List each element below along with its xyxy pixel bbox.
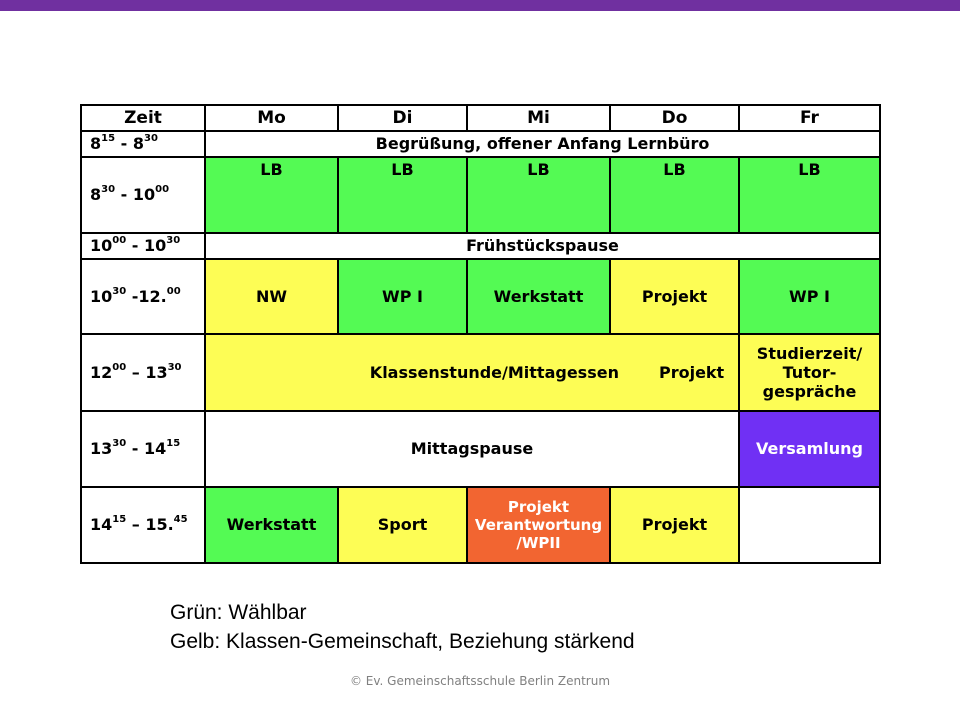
- lb-cell-di: LB: [338, 157, 467, 233]
- lb-cell-mi: LB: [467, 157, 610, 233]
- row-lunch-break: [81, 411, 880, 487]
- row-breakfast: [81, 233, 880, 259]
- class-lunch-cell: [205, 334, 739, 411]
- header-fr: Fr: [739, 105, 880, 131]
- greeting-cell: Begrüßung, offener Anfang Lernbüro: [205, 131, 880, 157]
- cell-do: Projekt: [610, 259, 739, 334]
- row-late-morning: [81, 259, 880, 334]
- cell-mi: Werkstatt: [467, 259, 610, 334]
- row-afternoon: [81, 487, 880, 563]
- cell-mo: Werkstatt: [205, 487, 338, 563]
- cell-mo: NW: [205, 259, 338, 334]
- header-zeit: Zeit: [81, 105, 205, 131]
- cell-fr: [739, 487, 880, 563]
- time-cell: $13^{30} - 14^{15}$: [81, 411, 205, 487]
- time-cell: $8^{30} - 10^{00}$: [81, 157, 205, 233]
- breakfast-cell: Frühstückspause: [205, 233, 880, 259]
- time-cell: $14^{15} - 15.45$: [81, 487, 205, 563]
- time-cell: $8^{15} - 8^{30}$: [81, 131, 205, 157]
- time-cell: $10^{00} - 10^{30}$: [81, 233, 205, 259]
- time-cell: $12^{00} - 13^{30}$: [81, 334, 205, 411]
- top-accent-bar: [0, 0, 960, 11]
- cell-do: Projekt: [610, 487, 739, 563]
- lb-cell-do: LB: [610, 157, 739, 233]
- lunch-break-cell: Mittagspause: [205, 411, 739, 487]
- lb-cell-mo: LB: [205, 157, 338, 233]
- legend: [170, 598, 635, 656]
- class-lunch-label: Klassenstunde/Mittagessen: [369, 362, 619, 382]
- lb-cell-fr: LB: [739, 157, 880, 233]
- header-mi: Mi: [467, 105, 610, 131]
- copyright-footer: © Ev. Gemeinschaftsschule Berlin Zentrum: [349, 674, 611, 688]
- header-row: [81, 105, 880, 131]
- legend-green: Grün: Wählbar: [170, 601, 307, 624]
- cell-di: WP I: [338, 259, 467, 334]
- row-greeting: [81, 131, 880, 157]
- row-lernbuero: [81, 157, 880, 233]
- cell-di: Sport: [338, 487, 467, 563]
- cell-fr: WP I: [739, 259, 880, 334]
- header-do: Do: [610, 105, 739, 131]
- assembly-cell: Versamlung: [739, 411, 880, 487]
- row-midday: [81, 334, 880, 411]
- header-di: Di: [338, 105, 467, 131]
- header-mo: Mo: [205, 105, 338, 131]
- study-time-cell: Studierzeit/ Tutor- gespräche: [739, 334, 880, 411]
- timetable: [80, 104, 881, 564]
- legend-yellow: Gelb: Klassen-Gemeinschaft, Beziehung stärkend: [170, 630, 635, 653]
- time-cell: $10^{30}$ -12.00: [81, 259, 205, 334]
- cell-mi: Projekt Verantwortung /WPII: [467, 487, 610, 563]
- project-label: Projekt: [658, 362, 725, 382]
